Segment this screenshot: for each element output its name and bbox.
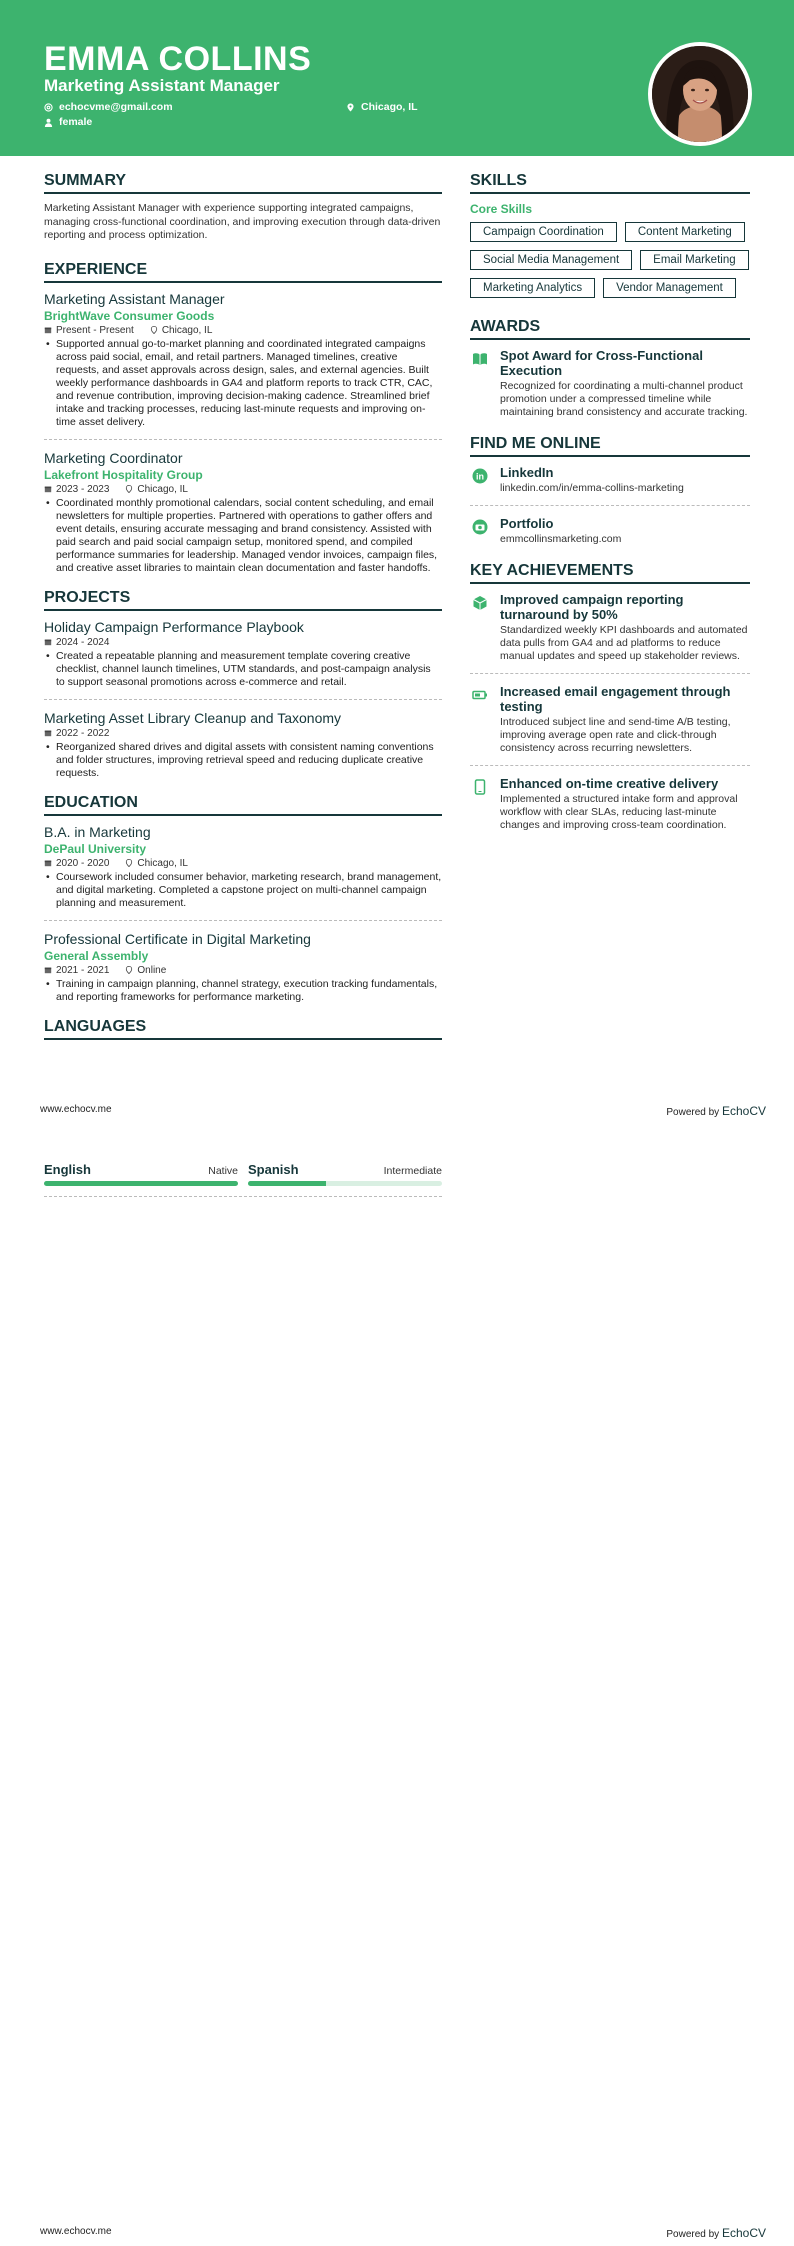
awards-heading: AWARDS (470, 318, 750, 340)
skill-tag: Campaign Coordination (470, 222, 617, 242)
language-level: Native (208, 1165, 238, 1177)
entry-bullet: • Training in campaign planning, channel strategy, execution tracking fundamentals, and reporting frameworks for performance marketing. (44, 978, 442, 1004)
summary-text: Marketing Assistant Manager with experience supporting integrated campaigns, managing cross-functional coordination, and improving execution through data-driven reporting and process optimization. (44, 202, 441, 241)
company-name: BrightWave Consumer Goods (44, 308, 215, 323)
entry-meta (44, 484, 442, 495)
calendar-icon (44, 638, 52, 646)
linkedin-icon (472, 468, 488, 484)
skill-tag: Email Marketing (640, 250, 748, 270)
book-icon (472, 351, 488, 367)
skills-list (470, 222, 750, 298)
award-text: Recognized for coordinating a multi-channel product promotion under a compressed timeline while maintaining brand consistency and accurate tracking. (500, 380, 748, 418)
email-info[interactable] (44, 101, 173, 113)
company-name: Lakefront Hospitality Group (44, 467, 203, 482)
cube-icon (472, 595, 488, 611)
project-title: Marketing Asset Library Cleanup and Taxonomy (44, 709, 342, 726)
right-column (470, 172, 750, 842)
skill-tag: Marketing Analytics (470, 278, 595, 298)
job-title: Marketing Assistant Manager (44, 290, 225, 307)
camera-icon (472, 519, 488, 535)
experience-entry (44, 291, 442, 440)
skill-tag: Vendor Management (603, 278, 736, 298)
achievement-text: Implemented a structured intake form and approval workflow with clear SLAs, reducing last-minute changes and improving cross-team coordination. (500, 793, 738, 831)
project-entry (44, 710, 442, 780)
resume-header (0, 0, 794, 156)
school-name: General Assembly (44, 948, 149, 963)
footer-powered: Powered by EchoCV (666, 2226, 766, 2240)
date-range: 2021 - 2021 (56, 964, 110, 976)
entry-location: Chicago, IL (137, 857, 188, 869)
school-name: DePaul University (44, 841, 147, 856)
date-range: 2022 - 2022 (56, 727, 110, 739)
projects-heading: PROJECTS (44, 589, 442, 611)
date-range: 2023 - 2023 (56, 483, 110, 495)
language-item (248, 1162, 442, 1186)
entry-bullet: • Reorganized shared drives and digital assets with consistent naming conventions and folder structures, improving retrieval speed and reducing duplicate creative requests. (44, 741, 442, 780)
degree-title: Professional Certificate in Digital Marketing (44, 930, 311, 947)
calendar-icon (44, 729, 52, 737)
skills-subheading: Core Skills (470, 202, 533, 216)
entry-meta (44, 637, 442, 648)
entry-bullet: • Coordinated monthly promotional calendars, social content scheduling, and email newsletters for multiple properties. Partnered with operations to gather offers and event details, ensuring accurate messaging and brand consistency. Assisted with paid search and paid social campaign setup, monitored spend, and compiled performance summaries for leadership. Managed vendor invoices, campaign files, and creative asset libraries to maintain clean documentation and faster handoffs. (44, 497, 442, 575)
entry-location: Chicago, IL (137, 483, 188, 495)
language-bar (248, 1181, 442, 1186)
degree-title: B.A. in Marketing (44, 823, 151, 840)
online-item-linkedin[interactable] (470, 465, 750, 506)
achievements-heading: KEY ACHIEVEMENTS (470, 562, 750, 584)
education-section (44, 794, 442, 1004)
footer-brand: EchoCV (721, 1104, 766, 1118)
candidate-title: Marketing Assistant Manager (44, 76, 280, 95)
online-item-portfolio[interactable] (470, 516, 750, 546)
job-title: Marketing Coordinator (44, 449, 183, 466)
experience-heading: EXPERIENCE (44, 261, 442, 283)
footer-powered: Powered by EchoCV (666, 1104, 766, 1118)
entry-meta (44, 728, 442, 739)
summary-section (44, 172, 442, 243)
award-title: Spot Award for Cross-Functional Execution (500, 348, 703, 378)
online-heading: FIND ME ONLINE (470, 435, 750, 457)
divider (44, 1196, 442, 1197)
date-range: 2024 - 2024 (56, 636, 110, 648)
left-column (44, 172, 442, 1054)
location-pin-icon (150, 326, 158, 334)
location-info (346, 101, 418, 113)
location-text: Chicago, IL (361, 101, 418, 113)
portrait-image (652, 46, 748, 142)
at-icon (44, 103, 53, 112)
online-title: Portfolio (500, 516, 554, 531)
online-title: LinkedIn (500, 465, 554, 480)
language-bar-fill (44, 1181, 238, 1186)
language-bar (44, 1181, 238, 1186)
date-range: Present - Present (56, 324, 134, 336)
entry-bullet: • Supported annual go-to-market planning and coordinated integrated campaigns across paid social, email, and retail partners. Managed timelines, creative requests, and asset approvals across design, sales, and external agencies. Built weekly performance dashboards in GA4 and platform reports to track CTR, CAC, and revenue contribution, improving decision-making cadence. Streamlined brief intake and tracking processes, reducing last-minute requests and improving on-time asset delivery. (44, 338, 442, 429)
entry-meta (44, 325, 442, 336)
experience-section (44, 261, 442, 575)
profile-photo (648, 42, 752, 146)
experience-entry (44, 450, 442, 575)
entry-meta (44, 965, 442, 976)
summary-heading: SUMMARY (44, 172, 442, 194)
entry-bullet: • Coursework included consumer behavior, marketing research, brand management, and digital marketing. Completed a capstone project on multi-channel campaign planning and measurement. (44, 871, 442, 910)
location-pin-icon (125, 485, 133, 493)
date-range: 2020 - 2020 (56, 857, 110, 869)
skill-tag: Content Marketing (625, 222, 745, 242)
language-level: Intermediate (383, 1165, 442, 1177)
footer-brand: EchoCV (721, 2226, 766, 2240)
entry-bullet: • Created a repeatable planning and measurement template covering creative checklist, channel launch timelines, UTM standards, and post-campaign analysis to support seasonal promotions across e-commerce and retail. (44, 650, 442, 689)
svg-text:in: in (476, 471, 484, 482)
language-item (44, 1162, 238, 1186)
calendar-icon (44, 326, 52, 334)
achievement-item (470, 684, 750, 766)
project-title: Holiday Campaign Performance Playbook (44, 618, 304, 635)
language-name: English (44, 1162, 91, 1177)
gender-info (44, 116, 92, 128)
email-text: echocvme@gmail.com (59, 101, 173, 113)
skill-tag: Social Media Management (470, 250, 632, 270)
page-footer (40, 2226, 766, 2240)
online-link[interactable]: emmcollinsmarketing.com (500, 533, 622, 545)
location-pin-icon (346, 103, 355, 112)
achievement-item (470, 592, 750, 674)
person-icon (44, 118, 53, 127)
achievement-item (470, 776, 750, 832)
achievement-title: Increased email engagement through testing (500, 684, 731, 714)
language-bar-fill (248, 1181, 326, 1186)
project-entry (44, 619, 442, 700)
footer-site[interactable]: www.echocv.me (40, 2226, 112, 2237)
location-pin-icon (125, 859, 133, 867)
achievement-title: Improved campaign reporting turnaround by 50% (500, 592, 684, 622)
gender-text: female (59, 116, 93, 128)
languages-heading: LANGUAGES (44, 1018, 442, 1040)
calendar-icon (44, 859, 52, 867)
footer-site[interactable]: www.echocv.me (40, 1104, 112, 1115)
languages-list (44, 1162, 442, 1186)
calendar-icon (44, 485, 52, 493)
page-footer (40, 1104, 766, 1118)
languages-section (44, 1018, 442, 1040)
language-name: Spanish (248, 1162, 299, 1177)
tablet-icon (472, 779, 488, 795)
candidate-name: EMMA COLLINS (44, 40, 312, 78)
skills-heading: SKILLS (470, 172, 750, 194)
achievement-text: Standardized weekly KPI dashboards and automated data pulls from GA4 and ad platforms to reduce manual updates and speed up stakeholder reviews. (500, 624, 748, 662)
battery-icon (472, 687, 488, 703)
education-entry (44, 824, 442, 921)
education-heading: EDUCATION (44, 794, 442, 816)
entry-meta (44, 858, 442, 869)
calendar-icon (44, 966, 52, 974)
award-item (470, 348, 750, 419)
entry-location: Online (137, 964, 167, 976)
entry-location: Chicago, IL (161, 324, 213, 336)
location-pin-icon (125, 966, 133, 974)
achievement-text: Introduced subject line and send-time A/B testing, improving average open rate and click-through consistency across recurring newsletters. (500, 716, 731, 754)
achievement-title: Enhanced on-time creative delivery (500, 776, 719, 791)
education-entry (44, 931, 442, 1004)
projects-section (44, 589, 442, 780)
online-link[interactable]: linkedin.com/in/emma-collins-marketing (500, 482, 684, 494)
